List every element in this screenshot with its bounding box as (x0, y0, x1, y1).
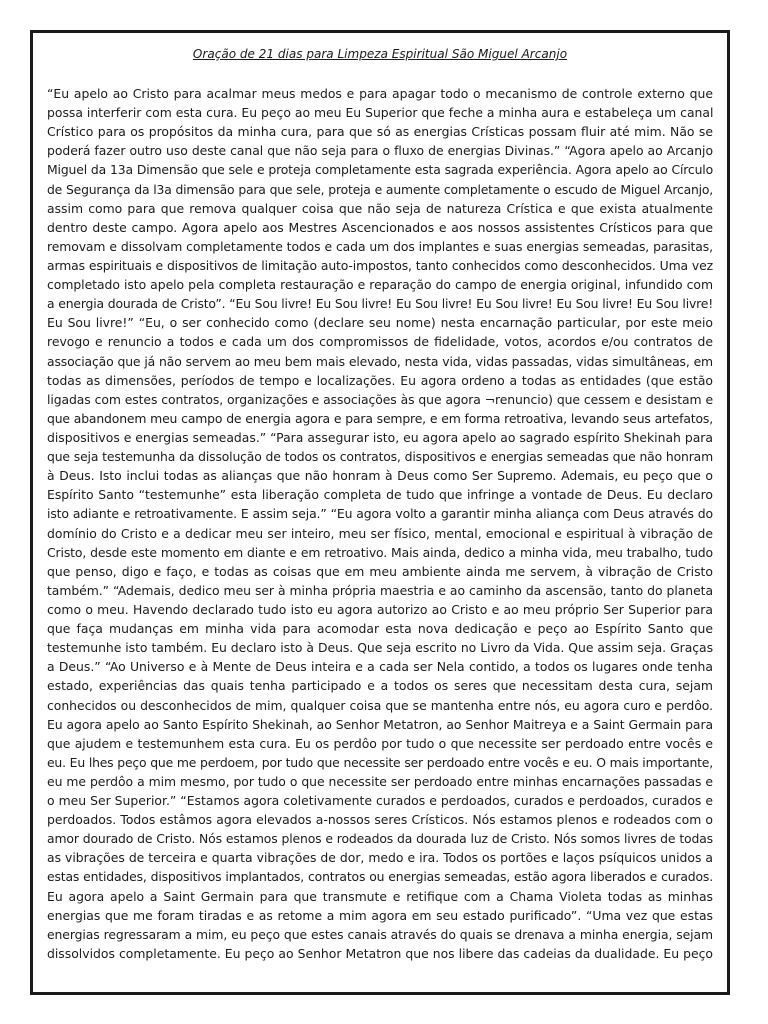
text-line: que seja testemunha da dissolução de todos os contratos, dispositivos e energias semeadas que não honram (47, 449, 713, 465)
text-line: amor dourado de Cristo. Nós estamos plenos e rodeados da dourada luz de Cristo. Nós somos livres de todas (47, 831, 713, 847)
text-line: energias regressaram a mim, eu peço que estes canais através do quais se drenava a minha energia, sejam (47, 926, 713, 942)
text-line: que faça mudanças em minha vida para acomodar esta nova dedicação e peço ao Espírito Santo que (47, 621, 713, 637)
text-line: possa interferir com esta cura. Eu peço ao meu Eu Superior que feche a minha aura e estabeleça um canal (47, 105, 714, 121)
text-line: Miguel da 13a Dimensão que sele e proteja completamente esta sagrada experiência. Agora apelo ao Círculo (47, 162, 713, 178)
text-line: a Deus.” “Ao Universo e à Mente de Deus inteira e a cada ser Nela contido, a todos os lugares onde tenha (47, 659, 713, 675)
text-line: Cristo, desde este momento em diante e em retroativo. Mais ainda, dedico a minha vida, meu trabalho, tudo (47, 544, 713, 560)
text-line: domínio do Cristo e a dedicar meu ser inteiro, meu ser físico, mental, emocional e espiritual à vibração de (47, 525, 713, 541)
text-line: Eu agora apelo a Saint Germain para que transmute e retifique com a Chama Violeta todas as minhas (47, 888, 713, 904)
text-line: também.” “Ademais, dedico meu ser à minha própria maestria e ao caminho da ascensão, tanto do planeta (47, 582, 713, 598)
text-line: completado isto apelo pela completa restauração e reparação do campo de energia original, infundido com (47, 277, 713, 293)
text-line: eu me perdôo a mim mesmo, por tudo o que necessite ser perdoado entre minhas encarnações passadas e (47, 773, 713, 789)
text-line: poderá fazer outro uso deste canal que não seja para o fluxo de energias Divinas.” “Agora apelo ao Arcanjo (47, 143, 713, 159)
text-line: removam e dissolvam completamente todos e cada um dos implantes e suas energias semeadas, parasitas, (47, 238, 713, 254)
text-line: isto adiante e retroativamente. E assim seja.” “Eu agora volto a garantir minha aliança com Deus através do (47, 506, 713, 522)
text-line: assim como para que remova qualquer coisa que não seja de natureza Crística e que exista atualmente (47, 200, 713, 216)
text-line: dispositivos e energias semeadas.” “Para assegurar isto, eu agora apelo ao sagrado espírito Shekinah para (47, 429, 713, 445)
text-line: conhecidos ou desconhecidos de mim, qualquer coisa que se mantenha entre nós, eu agora curo e perdôo. (47, 697, 713, 713)
text-line: estas entidades, dispositivos implantados, contratos ou energias semeadas, estão agora liberados e curados. (47, 869, 713, 885)
text-line: que abandonem meu campo de energia agora e para sempre, e em forma retroativa, levando seus artefatos, (47, 410, 713, 426)
text-line: eu. Eu lhes peço que me perdoem, por tudo que necessite ser perdoado entre vocês e eu. O mais importante, (47, 754, 713, 770)
prayer-body-text (47, 84, 713, 963)
text-line: Eu Sou livre!” “Eu, o ser conhecido como (declare seu nome) nesta encarnação particular, por este meio (47, 315, 713, 331)
text-line: Eu agora apelo ao Santo Espírito Shekinah, ao Senhor Metatron, ao Senhor Maitreya e a Saint Germain para (47, 716, 713, 732)
text-line: todas as dimensões, períodos de tempo e localizações. Eu agora ordeno a todas as entidades (que estão (47, 372, 713, 388)
text-line: Crístico para os propósitos da minha cura, para que só as energias Crísticas possam fluir até mim. Não se (47, 124, 713, 140)
text-line: perdoados. Todos estâmos agora elevados a-nossos seres Crísticos. Nós estamos plenos e rodeados com o (47, 812, 713, 828)
text-line: a energia dourada de Cristo”. “Eu Sou livre! Eu Sou livre! Eu Sou livre! Eu Sou livre! Eu Sou livre! Eu Sou livre! (47, 296, 713, 312)
text-line: dentro deste campo. Agora apelo aos Mestres Ascencionados e aos nossos assistentes Crísticos para que (47, 219, 713, 235)
text-line: associação que já não servem ao meu bem mais elevado, nesta vida, vidas passadas, vidas simultâneas, em (47, 353, 713, 369)
text-line: estado, experiências das quais tenha participado e a todos os seres que necessitam desta cura, sejam (47, 678, 713, 694)
text-line: ligadas com estes contratos, organizações e associações às que agora ¬renuncio) que cessem e desistam e (47, 391, 713, 407)
text-line: de Segurança da l3a dimensão para que sele, proteja e aumente completamente o escudo de Miguel Arcanjo, (47, 181, 713, 197)
text-line: as vibrações de terceira e quarta vibrações de dor, medo e ira. Todos os portões e laços psíquicos unidos a (47, 850, 713, 866)
text-line: à Deus. Isto inclui todas as alianças que não honram à Deus como Ser Supremo. Ademais, eu peço que o (47, 468, 713, 484)
text-line: Espírito Santo “testemunhe” esta liberação completa de tudo que infringe a vontade de Deus. Eu declaro (47, 487, 713, 503)
text-line: o meu Ser Superior.” “Estamos agora coletivamente curados e perdoados, curados e perdoados, curados e (47, 793, 713, 809)
text-line: testemunhe isto também. Eu declaro isto à Deus. Que seja escrito no Livro da Vida. Que assim seja. Graças (47, 640, 713, 656)
document-title: Oração de 21 dias para Limpeza Espiritual São Miguel Arcanjo (192, 47, 568, 61)
text-line: “Eu apelo ao Cristo para acalmar meus medos e para apagar todo o mecanismo de controle externo que (47, 86, 713, 101)
text-line: revogo e renuncio a todos e cada um dos compromissos de fidelidade, votos, acordos e/ou contratos de (47, 334, 713, 350)
text-line: dissolvidos completamente. Eu peço ao Senhor Metatron que nos libere das cadeias da dualidade. Eu peço (47, 945, 713, 961)
text-line: energias que me foram tiradas e as retome a mim agora em seu estado purificado”. “Uma vez que estas (47, 907, 713, 923)
text-line: como o meu. Havendo declarado tudo isto eu agora autorizo ao Cristo e ao meu próprio Ser Superior para (47, 601, 713, 617)
text-line: que penso, digo e faço, e todas as coisas que em meu ambiente ainda me servem, à vibração de Cristo (47, 563, 713, 579)
page-border (30, 30, 730, 995)
text-line: armas espirituais e dispositivos de limitação auto-impostos, tanto conhecidos como desconhecidos. Uma vez (47, 257, 713, 273)
text-line: que ajudem e testemunhem esta cura. Eu os perdôo por tudo o que necessite ser perdoado entre vocês e (47, 735, 713, 751)
